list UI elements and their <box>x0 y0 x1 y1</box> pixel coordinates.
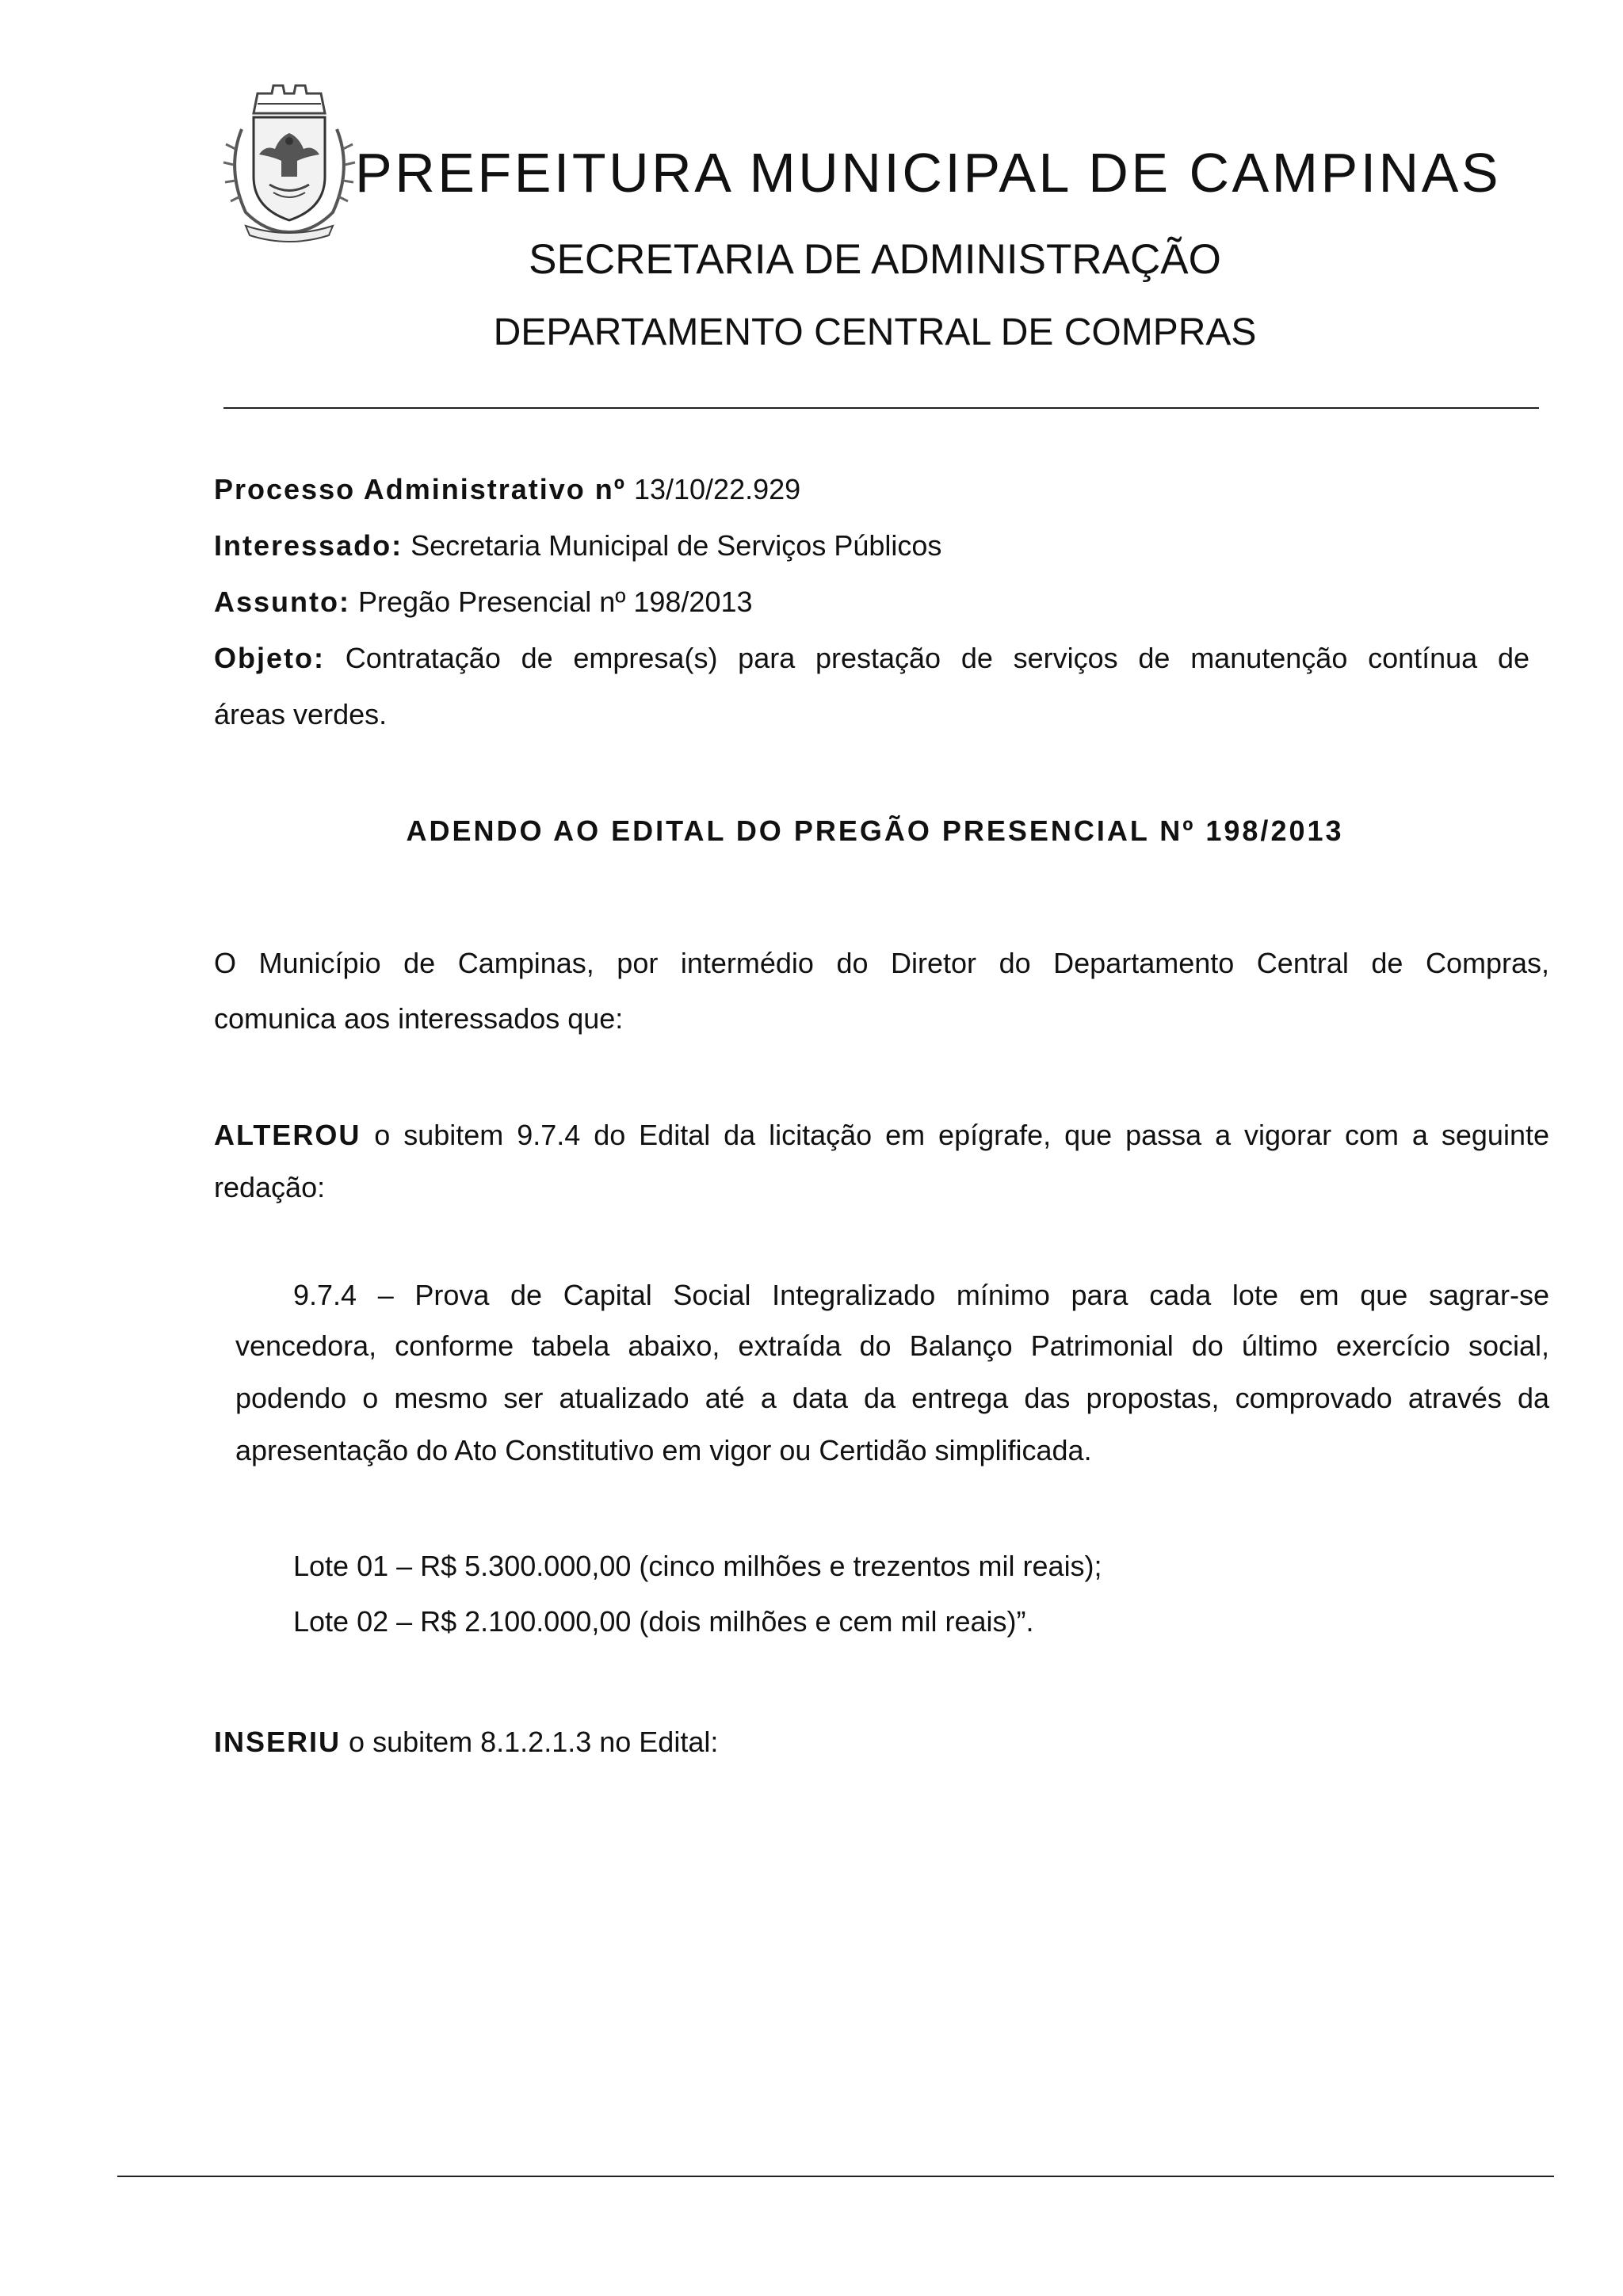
objeto-value-line1: Contratação de empresa(s) para prestação de serviços de manutenção contínua de <box>345 642 1529 674</box>
inseriu-line <box>214 1726 718 1759</box>
alterou-text: o subitem 9.7.4 do Edital da licitação em epígrafe, que passa a vigorar com a seguinte <box>374 1119 1549 1151</box>
footer-divider <box>117 2176 1554 2177</box>
municipal-crest-icon <box>210 82 369 244</box>
header-departamento: DEPARTAMENTO CENTRAL DE COMPRAS <box>493 311 1257 353</box>
interessado-label: Interessado: <box>214 529 403 562</box>
header-divider <box>223 407 1539 409</box>
objeto-label: Objeto: <box>214 642 325 674</box>
lote-item: Lote 02 – R$ 2.100.000,00 (dois milhões e cem mil reais)”. <box>293 1605 1034 1638</box>
alterou-label: ALTEROU <box>214 1119 361 1151</box>
alterou-line1 <box>214 1119 1549 1152</box>
assunto-value: Pregão Presencial nº 198/2013 <box>358 585 753 618</box>
processo-value: 13/10/22.929 <box>633 473 801 505</box>
subitem-line2: vencedora, conforme tabela abaixo, extraída do Balanço Patrimonial do último exercício social, <box>235 1329 1549 1362</box>
processo-line <box>214 473 800 506</box>
subitem-line1: 9.7.4 – Prova de Capital Social Integralizado mínimo para cada lote em que sagrar-se <box>293 1279 1549 1311</box>
intro-line2: comunica aos interessados que: <box>214 1002 624 1035</box>
interessado-value: Secretaria Municipal de Serviços Públicos <box>411 529 942 562</box>
inseriu-text: o subitem 8.1.2.1.3 no Edital: <box>349 1726 719 1758</box>
inseriu-label: INSERIU <box>214 1726 342 1758</box>
lote-item: Lote 01 – R$ 5.300.000,00 (cinco milhões e trezentos mil reais); <box>293 1550 1102 1582</box>
addendum-heading: ADENDO AO EDITAL DO PREGÃO PRESENCIAL Nº 198/2013 <box>406 814 1344 847</box>
assunto-label: Assunto: <box>214 585 350 618</box>
subitem-line4: apresentação do Ato Constitutivo em vigor ou Certidão simplificada. <box>235 1434 1092 1466</box>
alterou-line2: redação: <box>214 1171 326 1203</box>
header-title: PREFEITURA MUNICIPAL DE CAMPINAS <box>355 142 1502 204</box>
processo-label: Processo Administrativo nº <box>214 473 626 505</box>
objeto-value-line2: áreas verdes. <box>214 698 388 730</box>
header-secretaria: SECRETARIA DE ADMINISTRAÇÃO <box>529 236 1221 283</box>
objeto-line <box>214 642 1529 675</box>
interessado-line <box>214 529 941 563</box>
subitem-line3: podendo o mesmo ser atualizado até a data da entrega das propostas, comprovado através da <box>235 1382 1549 1414</box>
assunto-line <box>214 585 753 619</box>
intro-line1: O Município de Campinas, por intermédio do Diretor do Departamento Central de Compras, <box>214 947 1549 979</box>
